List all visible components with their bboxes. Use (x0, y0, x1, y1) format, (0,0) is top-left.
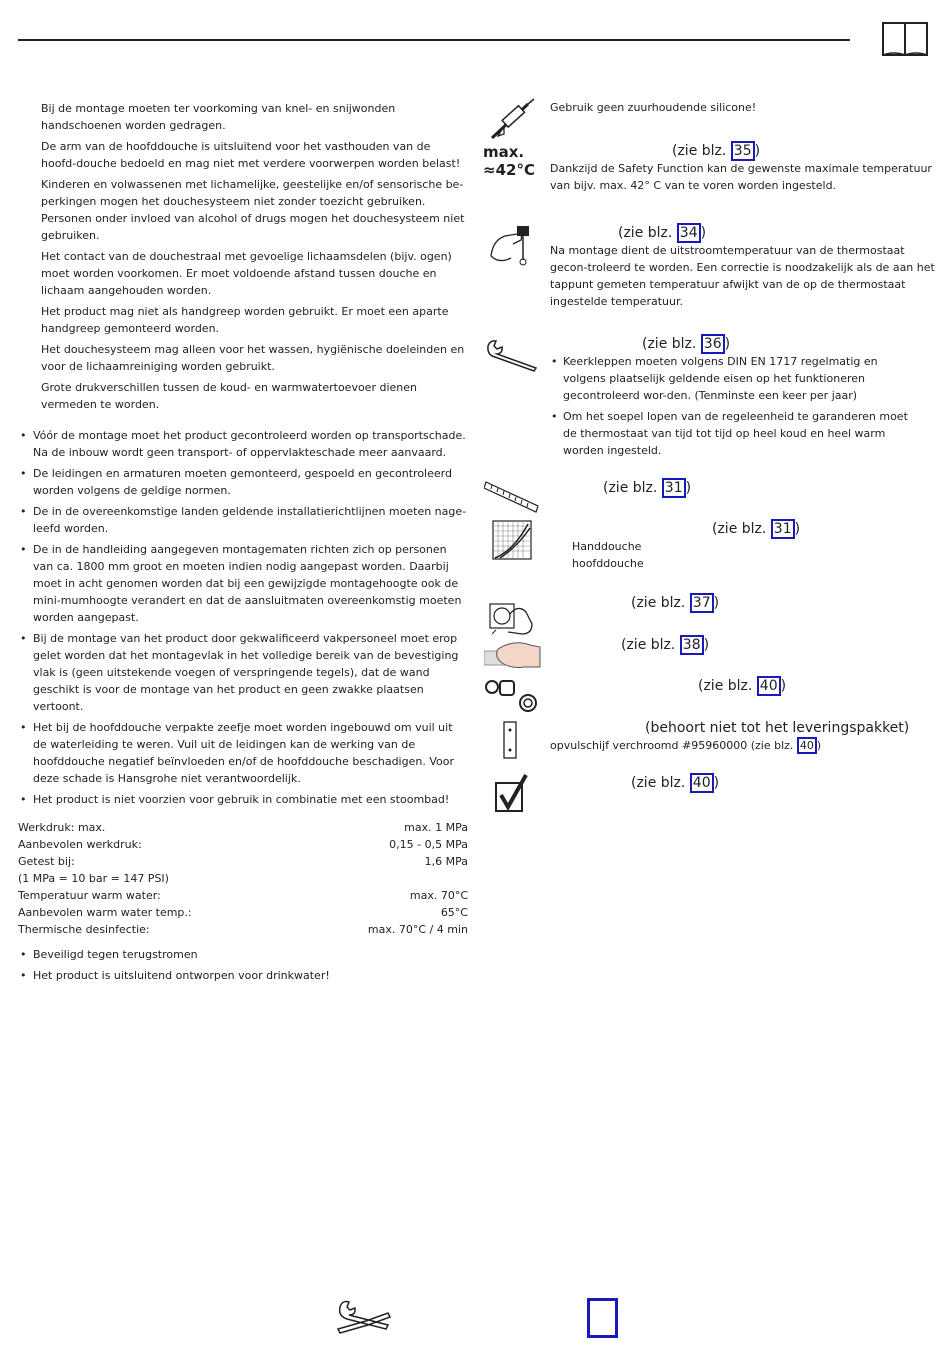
page-link[interactable]: 40 (797, 737, 817, 754)
spec-value: max. 1 MPa (404, 821, 468, 834)
spec-label: Thermische desinfectie: (18, 923, 150, 936)
ruler-icon (484, 478, 540, 514)
list-item: • Het product is uitsluitend ontworpen voor drinkwater! (18, 967, 468, 984)
table-row (18, 853, 468, 870)
page-link[interactable]: 31 (771, 519, 795, 539)
flow-ref (712, 519, 800, 539)
list-item: • Bij de montage van het product door gekwalificeerd vakpersoneel moet erop gelet worden dat het montagevlak in het volledige bereik van de bevestiging vlak is (geen uitstekende voegen of verspringende tegels), dat de wand geschikt is voor de montage van het product en geen zwakke plaatsen vertoont. (18, 630, 468, 715)
dimensions-ref (603, 478, 691, 498)
list-item: • Het product is niet voorzien voor gebruik in combinatie met een stoombad! (18, 791, 468, 808)
ref-text: (zie blz. (618, 225, 677, 241)
ref-close: ) (754, 143, 761, 159)
cleaning-hand-icon (484, 637, 542, 671)
silicone-warning: Gebruik geen zuurhoudende silicone! (550, 101, 757, 114)
thermometer-hand-icon (487, 222, 537, 266)
spec-label: Werkdruk: max. (18, 821, 106, 834)
table-row (18, 887, 468, 904)
page-link[interactable]: 40 (757, 676, 781, 696)
spec-value: 65°C (440, 906, 468, 919)
table-row (18, 921, 468, 938)
spec-value: 0,15 - 0,5 MPa (389, 838, 468, 851)
list-item: • Om het soepel lopen van de regeleenheid te garanderen moet de thermostaat van tijd tot tijd op heel koud en heel warm worden ingesteld. (550, 408, 920, 459)
list-item: • Het bij de hoofddouche verpakte zeefje moet worden ingebouwd om vuil uit de waterleiding te weren. Vuil uit de leidingen kan de werking van de hoofddouche negatief beïnvloeden en/of de hoofddouche beschadigen. Voor deze schade is Hansgrohe niet verantwoordelijk. (18, 719, 468, 787)
page-link[interactable]: 31 (662, 478, 686, 498)
safety-note: Bij de montage moeten ter voorkoming van knel- en snijwonden handschoenen worden gedragen. (41, 102, 396, 132)
spec-value: 1,6 MPa (424, 855, 468, 868)
safety-function-text: Dankzijd de Safety Function kan de gewenste maximale temperatuur van bijv. max. 42° C van te voren worden ingesteld. (550, 162, 932, 192)
silicone-gun-icon (488, 98, 536, 140)
ref-text: (zie blz. (672, 143, 731, 159)
table-row (18, 819, 468, 836)
ref-close: ) (713, 595, 720, 611)
spare-parts-icon (484, 677, 542, 713)
list-item: • De in de handleiding aangegeven montagematen richten zich op personen van ca. 1800 mm groot en moeten indien nodig aangepast worden. Daarbij moet in acht genomen worden dat bij een gewijzigde montagehoogte ook de mini-mumhoogte verandert en dat de aansluitmaten overeenkomstig moeten worden aangepast. (18, 541, 468, 626)
accessory-text: opvulschijf verchroomd #95960000 (zie blz. (550, 739, 797, 752)
safety-notes (41, 100, 468, 417)
maintenance-list (550, 353, 920, 463)
table-row (18, 836, 468, 853)
accessory-note: (behoort niet tot het leveringspakket) (645, 720, 910, 736)
spec-label: Aanbevolen warm water temp.: (18, 906, 192, 919)
ref-close: ) (780, 678, 787, 694)
spacer-plate-icon (500, 720, 520, 760)
installation-list (18, 427, 468, 812)
technical-data (18, 819, 468, 938)
ref-close: ) (700, 225, 707, 241)
test-ref (631, 773, 719, 793)
flow-chart-icon (492, 520, 532, 560)
page-marker-icon (587, 1298, 618, 1338)
cleaning-ref (621, 635, 709, 655)
list-item: • Vóór de montage moet het product gecontroleerd worden op transportschade. Na de inbouw wordt geen transport- of oppervlakteschade meer aanvaard. (18, 427, 468, 461)
safety-note: Kinderen en volwassenen met lichamelijke, geestelijke en/of sensorische be-perkingen mogen het douchesysteem niet zonder toezicht gebruiken. Personen onder invloed van alcohol of drugs mogen het douchesysteem niet gebruiken. (41, 178, 465, 242)
ref-close: ) (685, 480, 692, 496)
spec-label: Getest bij: (18, 855, 75, 868)
list-item: • Beveiligd tegen terugstromen (18, 946, 468, 963)
ref-close: ) (724, 336, 731, 352)
water-notes (18, 946, 468, 988)
page-link[interactable]: 34 (677, 223, 701, 243)
spec-label: Temperatuur warm water: (18, 889, 161, 902)
flow-item: hoofddouche (572, 557, 644, 570)
table-row (18, 904, 468, 921)
hand-dial-icon (484, 596, 536, 636)
list-item: • De leidingen en armaturen moeten gemonteerd, gespoeld en gecontroleerd worden volgens de geldige normen. (18, 465, 468, 499)
ref-text: (zie blz. (621, 637, 680, 653)
ref-text: (zie blz. (698, 678, 757, 694)
ref-close: ) (703, 637, 710, 653)
ref-close: ) (816, 739, 822, 752)
ref-close: ) (794, 521, 801, 537)
spare-parts-ref (698, 676, 786, 696)
safety-note: De arm van de hoofddouche is uitsluitend voor het vasthouden van de hoofd-douche bedoeld en mag niet met verdere voorwerpen worden belast! (41, 140, 461, 170)
operation-ref (631, 593, 719, 613)
safety-note: Het contact van de douchestraal met gevoelige lichaamsdelen (bijv. ogen) moet worden voorkomen. Er moet voldoende afstand tussen douche en lichaam aangehouden worden. (41, 250, 452, 297)
page-link[interactable]: 35 (731, 141, 755, 161)
ref-text: (zie blz. (631, 775, 690, 791)
tools-icon (336, 1299, 394, 1335)
ref-text: (zie blz. (642, 336, 701, 352)
safety-note: Grote drukverschillen tussen de koud- en warmwatertoevoer dienen vermeden te worden. (41, 381, 417, 411)
flow-item: Handdouche (572, 540, 642, 553)
accessory-item (550, 737, 821, 754)
flow-legend (572, 538, 644, 572)
checkbox-icon (494, 773, 530, 813)
list-item: • Keerkleppen moeten volgens DIN EN 1717 regelmatig en volgens plaatselijk geldende eisen op het funktioneren gecontroleerd wor-den. (Tenminste een keer per jaar) (550, 353, 920, 404)
temp-label: ≈42°C (483, 161, 535, 179)
safety-note: Het douchesysteem mag alleen voor het wassen, hygiënische doeleinden en voor de lichaamreiniging worden gebruikt. (41, 343, 465, 373)
header-rule (18, 39, 850, 41)
ref-close: ) (713, 775, 720, 791)
page-link[interactable]: 40 (690, 773, 714, 793)
list-item: • De in de overeenkomstige landen geldende installatierichtlijnen moeten nage-leefd worden. (18, 503, 468, 537)
ref-text: (zie blz. (712, 521, 771, 537)
max-temp-icon (483, 143, 541, 179)
page-link[interactable]: 37 (690, 593, 714, 613)
page-link[interactable]: 36 (701, 334, 725, 354)
safety-function-ref (672, 141, 760, 161)
spec-label: (1 MPa = 10 bar = 147 PSI) (18, 872, 169, 885)
page-link[interactable]: 38 (680, 635, 704, 655)
spec-label: Aanbevolen werkdruk: (18, 838, 142, 851)
maintenance-ref (642, 334, 730, 354)
max-label: max. (483, 143, 525, 161)
ref-text: (zie blz. (603, 480, 662, 496)
safety-note: Het product mag niet als handgreep worden gebruikt. Er moet een aparte handgreep gemonteerd worden. (41, 305, 449, 335)
table-row (18, 870, 468, 887)
calibration-text: Na montage dient de uitstroomtemperatuur van de thermostaat gecon-troleerd te worden. Een correctie is noodzakelijk als de aan het tappunt gemeten temperatuur afwijkt van de op de thermostaat ingestelde temperatuur. (550, 244, 935, 308)
book-icon (882, 20, 928, 58)
spec-value: max. 70°C / 4 min (367, 923, 468, 936)
spec-value: max. 70°C (409, 889, 468, 902)
wrench-icon (484, 338, 540, 372)
ref-text: (zie blz. (631, 595, 690, 611)
calibration-ref (618, 223, 706, 243)
